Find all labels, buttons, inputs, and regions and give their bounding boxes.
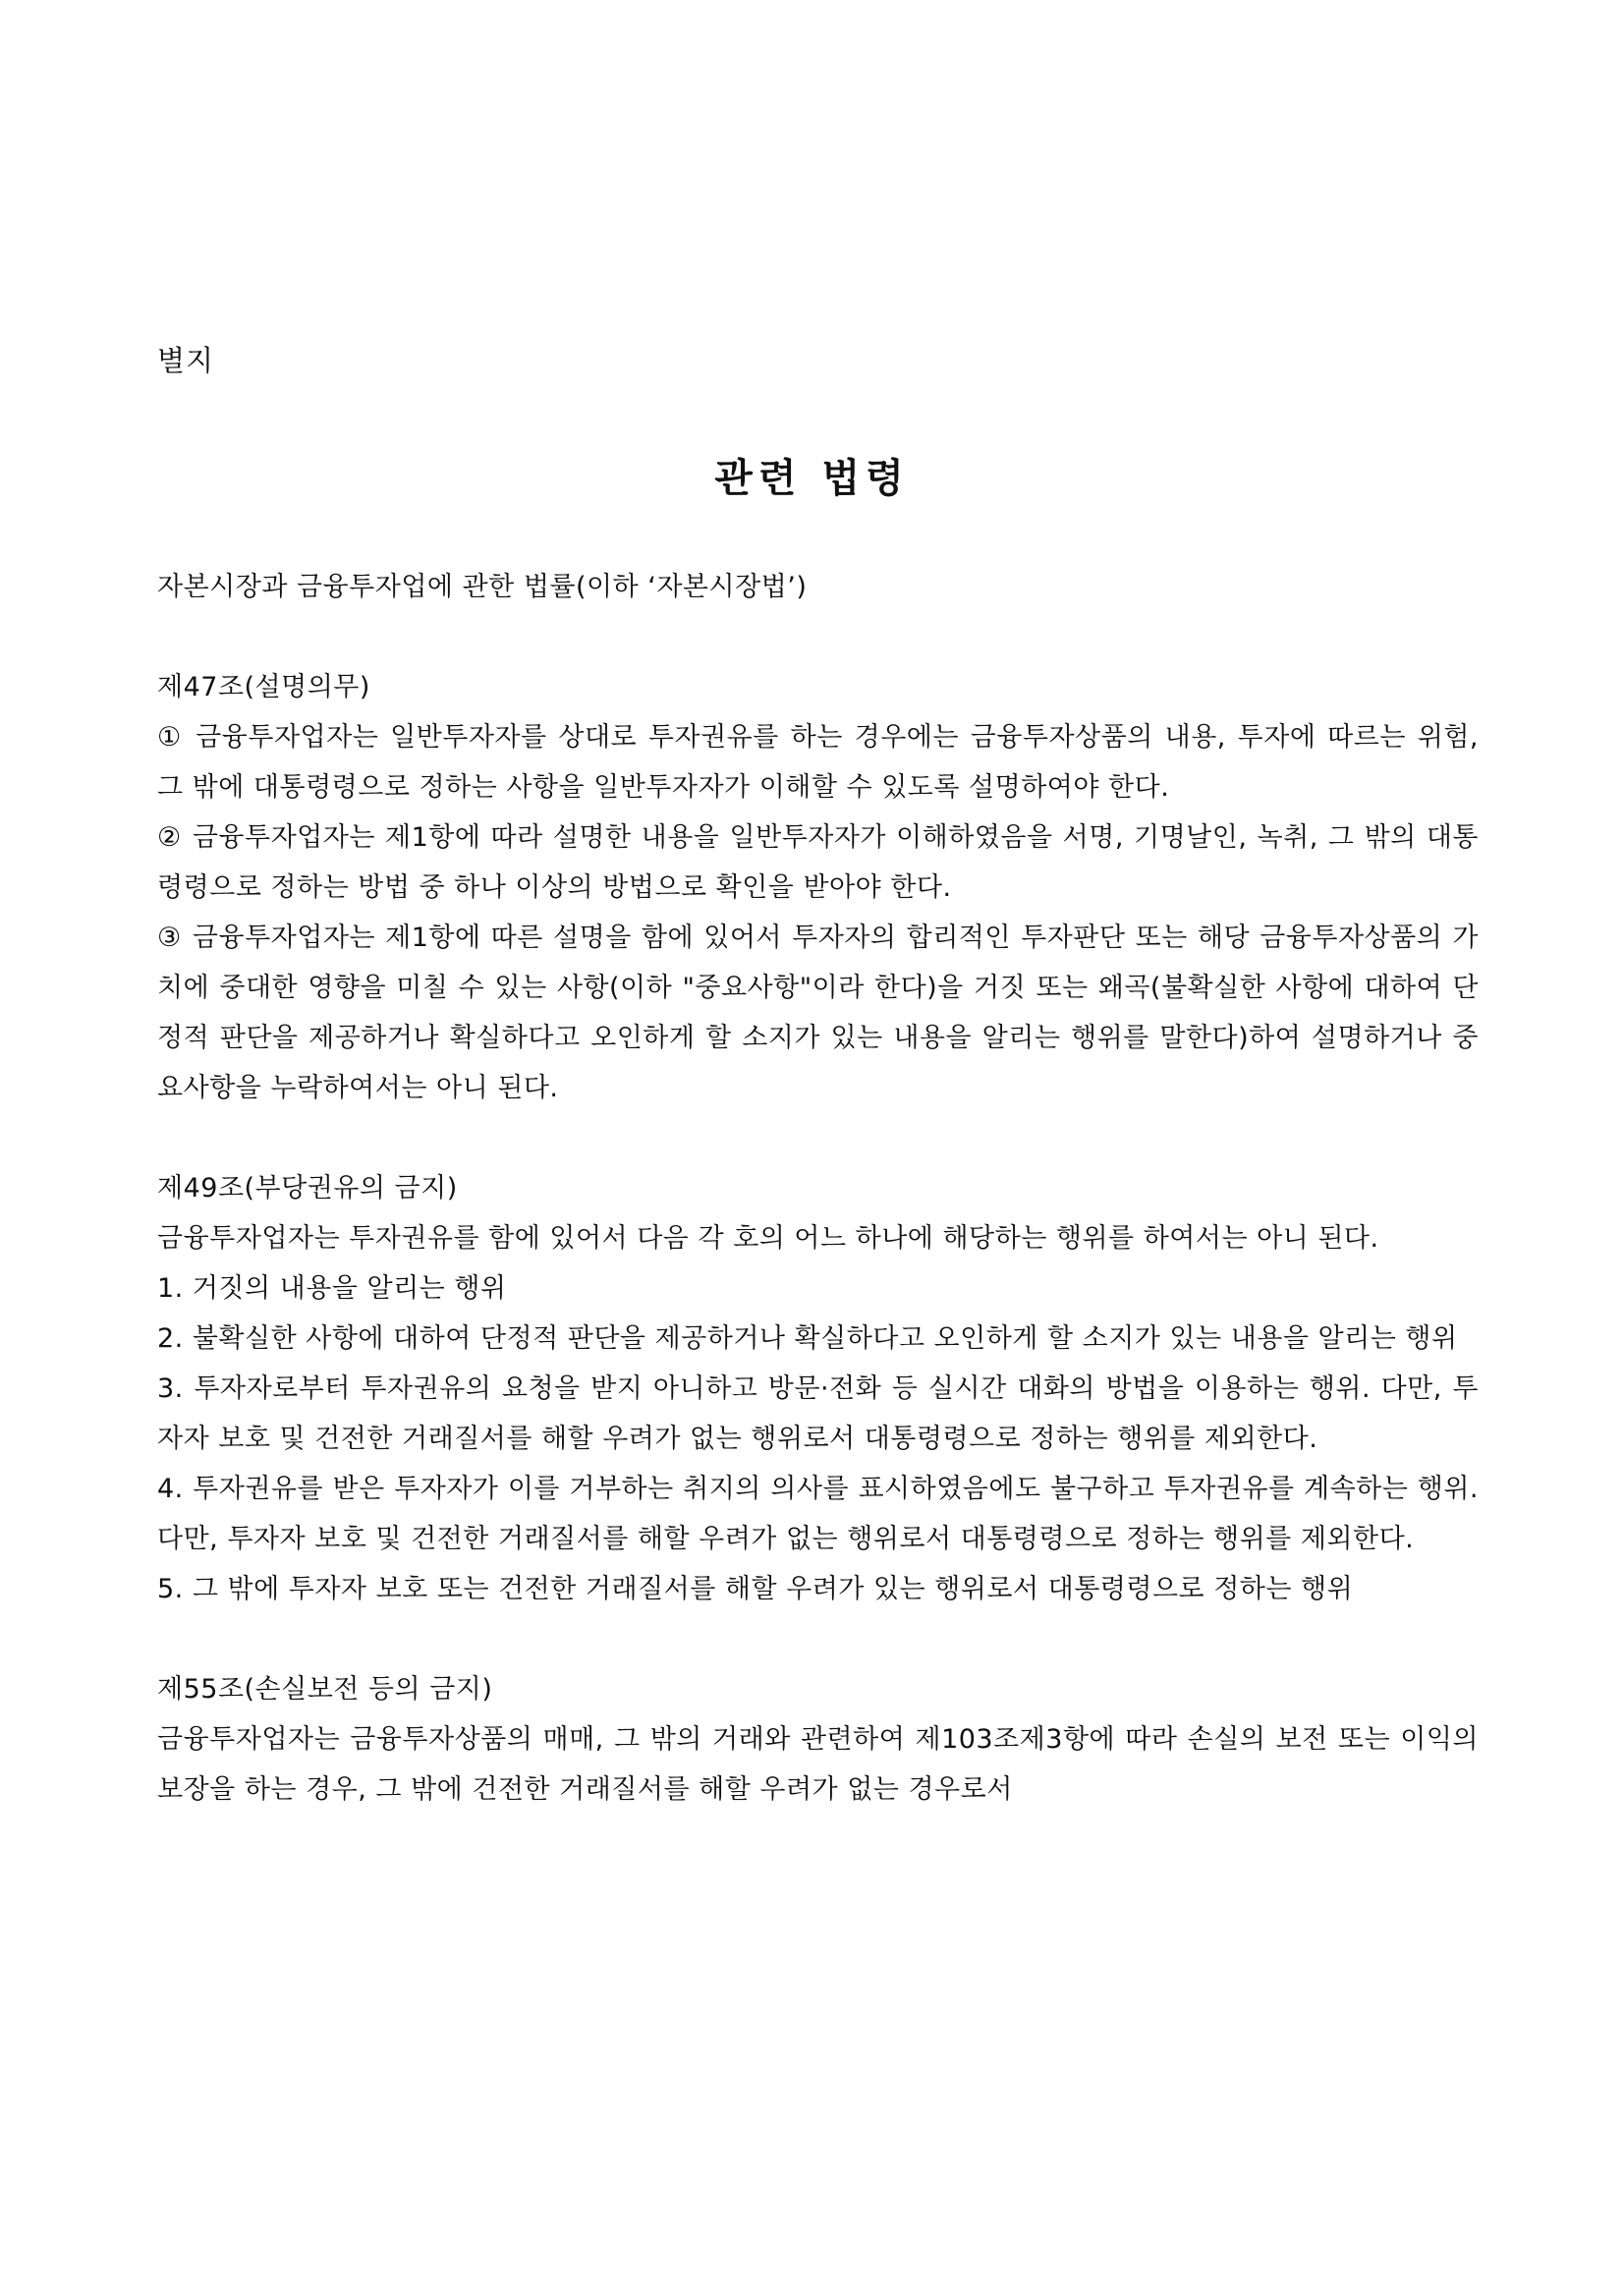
article-paragraph: 금융투자업자는 금융투자상품의 매매, 그 밖의 거래와 관련하여 제103조제3항에 따라 손실의 보전 또는 이익의 보장을 하는 경우, 그 밖에 건전한 거래질서를 해할 우려가 없는 경우로서	[157, 1724, 1479, 1805]
article-heading: 제49조(부당권유의 금지)	[157, 1173, 458, 1204]
article-paragraph: ① 금융투자업자는 일반투자자를 상대로 투자권유를 하는 경우에는 금융투자상품의 내용, 투자에 따르는 위험, 그 밖에 대통령령으로 정하는 사항을 일반투자자가 이해할 수 있도록 설명하여야 한다.	[157, 722, 1479, 803]
document-body	[157, 562, 1479, 1815]
article-item: 5. 그 밖에 투자자 보호 또는 건전한 거래질서를 해할 우려가 있는 행위로서 대통령령으로 정하는 행위	[157, 1574, 1354, 1604]
article-heading: 제47조(설명의무)	[157, 672, 370, 702]
article-item: 4. 투자권유를 받은 투자자가 이를 거부하는 취지의 의사를 표시하였음에도 불구하고 투자권유를 계속하는 행위. 다만, 투자자 보호 및 건전한 거래질서를 해할 우려가 없는 행위로서 대통령령으로 정하는 행위를 제외한다.	[157, 1474, 1479, 1554]
article-item: 2. 불확실한 사항에 대하여 단정적 판단을 제공하거나 확실하다고 오인하게 할 소지가 있는 내용을 알리는 행위	[157, 1323, 1458, 1354]
article-49	[157, 1163, 1479, 1614]
article-47	[157, 662, 1479, 1113]
article-item: 1. 거짓의 내용을 알리는 행위	[157, 1273, 507, 1304]
article-heading: 제55조(손실보전 등의 금지)	[157, 1674, 493, 1705]
spacer	[157, 1113, 1479, 1163]
spacer	[157, 612, 1479, 662]
spacer	[157, 1614, 1479, 1664]
article-item: 3. 투자자로부터 투자권유의 요청을 받지 아니하고 방문·전화 등 실시간 대화의 방법을 이용하는 행위. 다만, 투자자 보호 및 건전한 거래질서를 해할 우려가 없는 행위로서 대통령령으로 정하는 행위를 제외한다.	[157, 1373, 1479, 1454]
attachment-label: 별지	[157, 344, 215, 377]
article-paragraph: ③ 금융투자업자는 제1항에 따른 설명을 함에 있어서 투자자의 합리적인 투자판단 또는 해당 금융투자상품의 가치에 중대한 영향을 미칠 수 있는 사항(이하 "중요사항"이라 한다)을 거짓 또는 왜곡(불확실한 사항에 대하여 단정적 판단을 제공하거나 확실하다고 오인하게 할 소지가 있는 내용을 알리는 행위를 말한다)하여 설명하거나 중요사항을 누락하여서는 아니 된다.	[157, 923, 1479, 1103]
article-paragraph: ② 금융투자업자는 제1항에 따라 설명한 내용을 일반투자자가 이해하였음을 서명, 기명날인, 녹취, 그 밖의 대통령령으로 정하는 방법 중 하나 이상의 방법으로 확인을 받아야 한다.	[157, 822, 1479, 903]
article-55	[157, 1664, 1479, 1815]
page-title: 관련 법령	[714, 455, 910, 501]
article-paragraph: 금융투자업자는 투자권유를 함에 있어서 다음 각 호의 어느 하나에 해당하는 행위를 하여서는 아니 된다.	[157, 1223, 1379, 1254]
law-name: 자본시장과 금융투자업에 관한 법률(이하 ‘자본시장법’)	[157, 572, 808, 602]
